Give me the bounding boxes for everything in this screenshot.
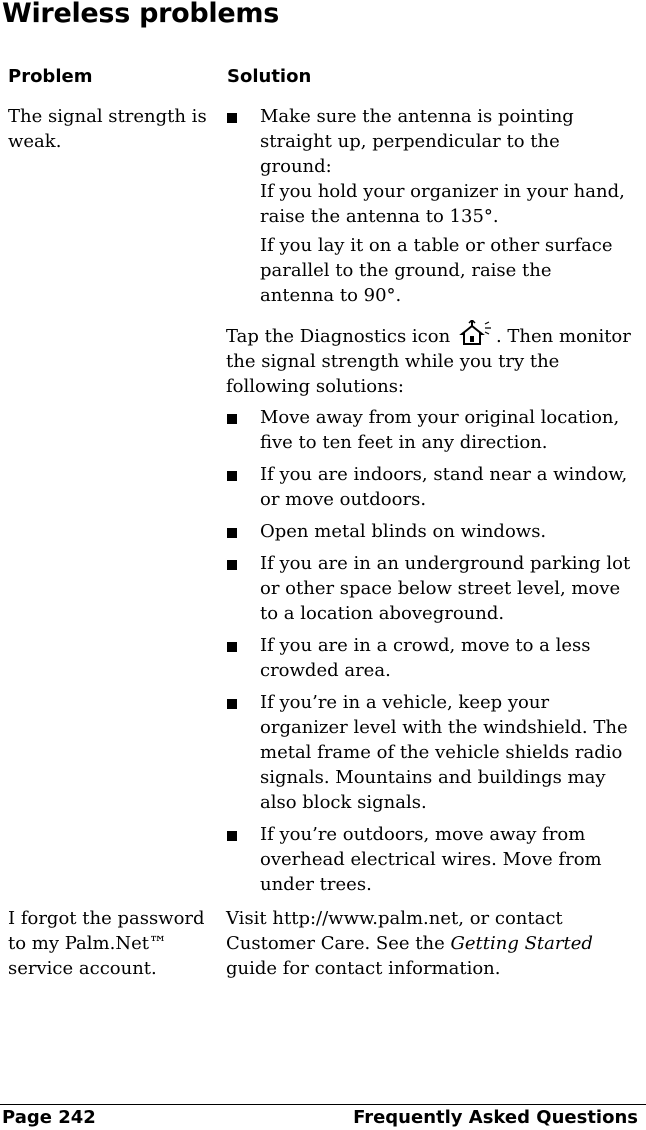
row2-problem: I forgot the password to my Palm.Net™ service account. [8,908,205,979]
square-bullet-icon [227,699,237,709]
solution-bullet [226,551,631,626]
solution-text: If you’re in a vehicle, keep your organizer level with the windshield. The metal frame of the vehicle shields radio signals. Mountains and buildings may also block signals. [260,692,628,813]
square-bullet-icon [227,113,237,123]
page-number: Page 242 [2,1107,96,1128]
solution-bullet [226,462,631,512]
square-bullet-icon [227,831,237,841]
solution-text: Open metal blinds on windows. [260,521,547,542]
solution-column-header: Solution [227,66,312,87]
solution-text: If you are indoors, stand near a window, or move outdoors. [260,464,628,510]
solution-text: Move away from your original location, five to ten feet in any direction. [260,407,620,453]
antenna-sub-table: If you lay it on a table or other surface parallel to the ground, raise the antenna to 90°. [260,235,613,306]
page-title: Wireless problems [2,0,279,29]
row2-solution-text: Visit http://www.palm.net, or contact Customer Care. See the [226,908,563,954]
row1-problem: The signal strength is weak. [8,106,207,152]
solution-text: If you are in a crowd, move to a less crowded area. [260,635,591,681]
diagnostics-text-before: Tap the Diagnostics icon [226,326,451,347]
diagnostics-paragraph [226,320,631,399]
section-title: Frequently Asked Questions [353,1107,638,1128]
solution-text: If you’re outdoors, move away from overhead electrical wires. Move from under trees. [260,824,602,895]
solution-bullet [226,822,631,897]
problem-column-header: Problem [8,66,93,87]
square-bullet-icon [227,414,237,424]
row1-solution [226,104,631,904]
solution-bullet [226,633,631,683]
solution-text: If you are in an underground parking lot or other space below street level, move to a location aboveground. [260,553,631,624]
square-bullet-icon [227,471,237,481]
solution-bullet [226,690,631,815]
diagnostics-icon [456,320,496,346]
antenna-sub-hand: If you hold your organizer in your hand, raise the antenna to 135°. [260,181,625,227]
antenna-bullet-text: Make sure the antenna is pointing straight up, perpendicular to the ground: [260,106,574,177]
square-bullet-icon [227,528,237,538]
antenna-bullet [226,104,631,179]
diagnostics-text-after: . Then monitor the signal strength while you try the following solutions: [226,326,631,397]
solution-bullet [226,405,631,455]
solution-bullet [226,519,631,544]
getting-started-guide-title: Getting Started [450,933,593,954]
footer-divider [0,1104,646,1105]
square-bullet-icon [227,560,237,570]
row2-solution [226,906,631,981]
square-bullet-icon [227,642,237,652]
row2-solution-text-end: guide for contact information. [226,958,501,979]
